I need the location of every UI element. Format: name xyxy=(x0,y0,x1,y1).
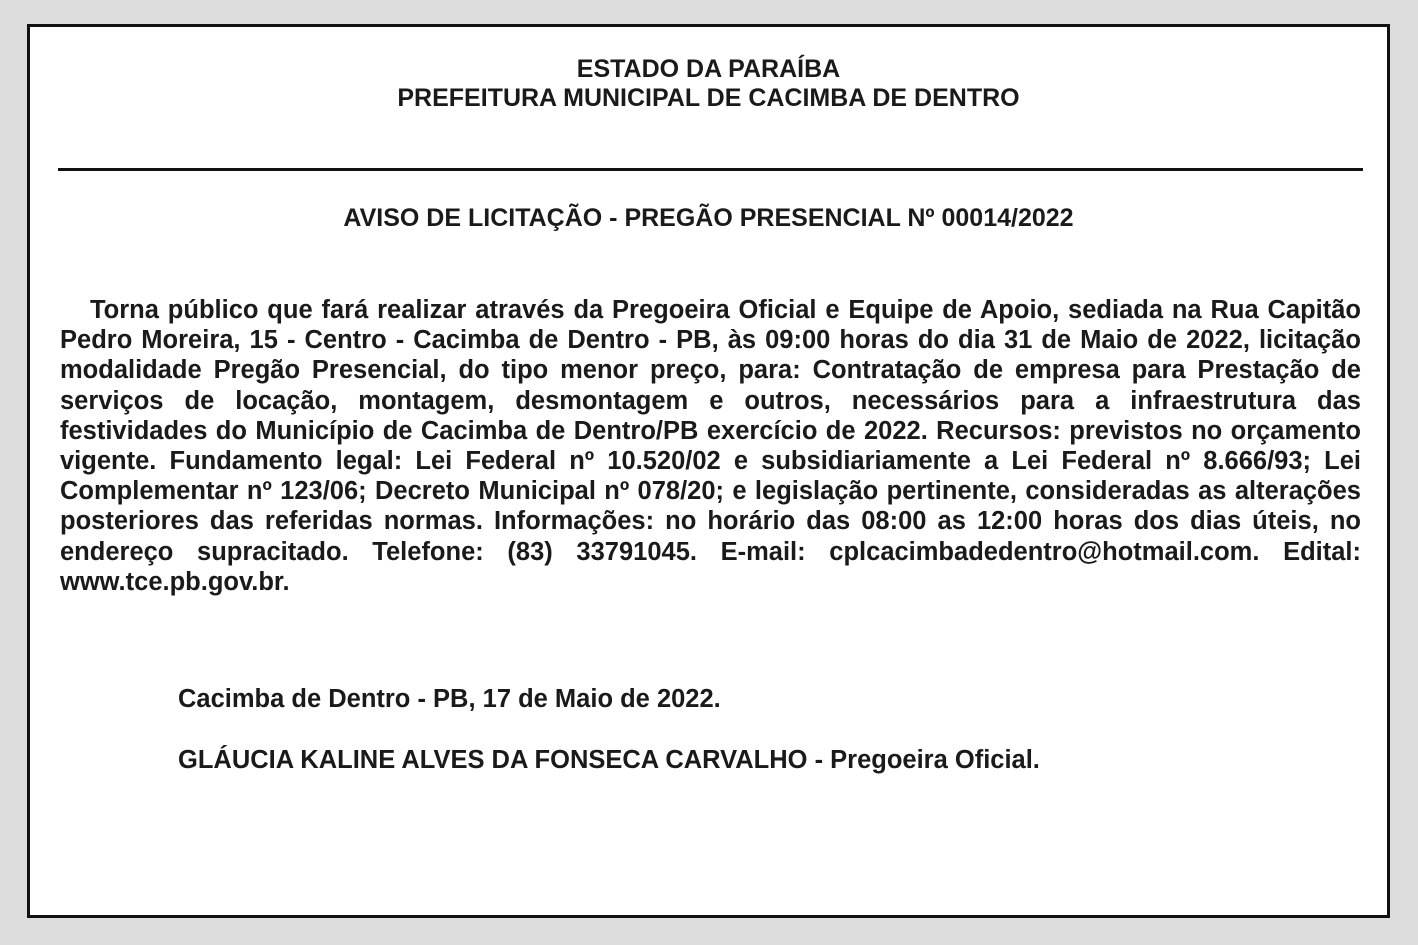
state-heading: ESTADO DA PARAÍBA xyxy=(576,55,841,83)
header xyxy=(30,55,1387,113)
divider xyxy=(58,168,1363,171)
notice-title: AVISO DE LICITAÇÃO - PREGÃO PRESENCIAL Nº 00014/2022 xyxy=(343,204,1074,232)
legal-notice-frame xyxy=(27,24,1390,918)
notice-body: Torna público que fará realizar através da Pregoeira Oficial e Equipe de Apoio, sediada na Rua Capitão Pedro Moreira, 15 - Centro - Cacimba de Dentro - PB, às 09:00 horas do dia 31 de Maio de 2022, licitação modalidade Pregão Presencial, do tipo menor preço, para: Contratação de empresa para Prestação de serviços de locação, montagem, desmontagem e outros, necessários para a infraestrutura das festividades do Município de Cacimba de Dentro/PB exercício de 2022. Recursos: previstos no orçamento vigente. Fundamento legal: Lei Federal nº 10.520/02 e subsidiariamente a Lei Federal nº 8.666/93; Lei Complementar nº 123/06; Decreto Municipal nº 078/20; e legislação pertinente, consideradas as alterações posteriores das referidas normas. Informações: no horário das 08:00 as 12:00 horas dos dias úteis, no endereço supracitado. Telefone: (83) 33791045. E-mail: cplcacimbadedentro@hotmail.com. Edital: www.tce.pb.gov.br. xyxy=(60,296,1361,596)
signature-line: GLÁUCIA KALINE ALVES DA FONSECA CARVALHO - Pregoeira Oficial. xyxy=(178,746,1040,774)
municipality-heading: PREFEITURA MUNICIPAL DE CACIMBA DE DENTRO xyxy=(397,84,1020,112)
date-line: Cacimba de Dentro - PB, 17 de Maio de 2022. xyxy=(178,685,721,713)
